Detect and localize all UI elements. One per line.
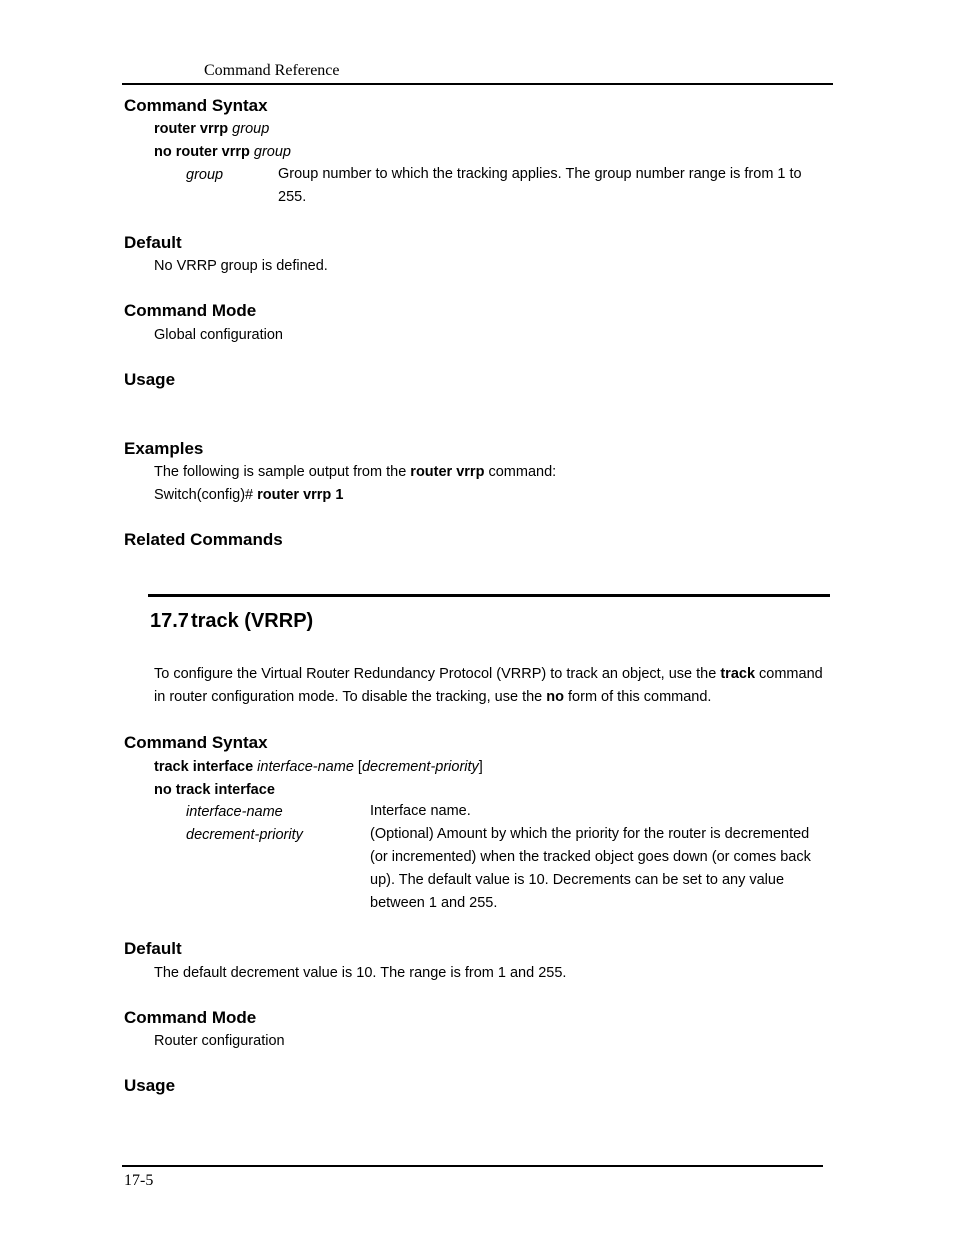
intro-text: To configure the Virtual Router Redundancy Protocol (VRRP) to track an object, use the (154, 666, 721, 682)
default-text: The default decrement value is 10. The range is from 1 and 255. (154, 965, 567, 981)
command-mode-heading: Command Mode (124, 301, 257, 320)
syntax-command: router vrrp (154, 121, 229, 137)
usage-heading: Usage (124, 370, 176, 389)
intro-text: form of this command. (564, 689, 712, 705)
default-heading: Default (124, 939, 182, 958)
syntax-command: track interface (154, 759, 254, 775)
section-intro (154, 663, 834, 709)
example-line (154, 487, 343, 503)
command-mode-text: Router configuration (154, 1033, 285, 1049)
syntax-line (154, 121, 269, 137)
intro-no-keyword: no (546, 689, 564, 705)
related-commands-heading: Related Commands (124, 530, 283, 549)
syntax-command: no track interface (154, 782, 275, 798)
param-name: group (186, 167, 224, 183)
examples-heading: Examples (124, 439, 204, 458)
syntax-line (154, 759, 483, 775)
param-name: interface-name (186, 804, 283, 820)
example-intro-command: router vrrp (410, 464, 485, 480)
syntax-line (154, 144, 291, 160)
example-intro-text: command: (484, 464, 557, 480)
page-number: 17-5 (124, 1172, 154, 1189)
example-command: router vrrp 1 (257, 487, 344, 503)
intro-text: command in router configuration mode. To disable the tracking, use the (154, 666, 823, 705)
default-text: No VRRP group is defined. (154, 258, 328, 274)
param-description: (Optional) Amount by which the priority for the router is decremented (or incremented) when the tracked object goes down (or comes back up). The default value is 10. Decrements can be set to any value between 1 and 255. (370, 826, 811, 911)
usage-heading: Usage (124, 1076, 176, 1095)
optional-bracket: ] (478, 759, 483, 775)
section-rule (148, 594, 830, 597)
example-intro (154, 464, 556, 480)
section-name: track (VRRP) (190, 610, 314, 632)
command-mode-text: Global configuration (154, 327, 283, 343)
syntax-argument: interface-name (257, 759, 354, 775)
header-rule (122, 83, 833, 85)
command-syntax-heading: Command Syntax (124, 733, 268, 752)
section-number: 17.7 (150, 610, 189, 632)
syntax-line (154, 782, 275, 798)
syntax-argument: group (253, 144, 291, 160)
optional-bracket: [ (357, 759, 362, 775)
syntax-argument: group (232, 121, 270, 137)
param-description: Interface name. (370, 803, 471, 819)
param-description: Group number to which the tracking applies. The group number range is from 1 to 255. (278, 166, 802, 205)
command-syntax-heading: Command Syntax (124, 96, 268, 115)
example-intro-text: The following is sample output from the (154, 464, 411, 480)
example-prompt: Switch(config)# (154, 487, 254, 503)
default-heading: Default (124, 233, 182, 252)
param-name: decrement-priority (186, 827, 303, 843)
running-header: Command Reference (204, 62, 340, 79)
section-title (150, 610, 313, 633)
command-mode-heading: Command Mode (124, 1008, 257, 1027)
syntax-argument: decrement-priority (361, 759, 479, 775)
footer-rule (122, 1165, 823, 1167)
syntax-command: no router vrrp (154, 144, 250, 160)
intro-command: track (720, 666, 756, 682)
